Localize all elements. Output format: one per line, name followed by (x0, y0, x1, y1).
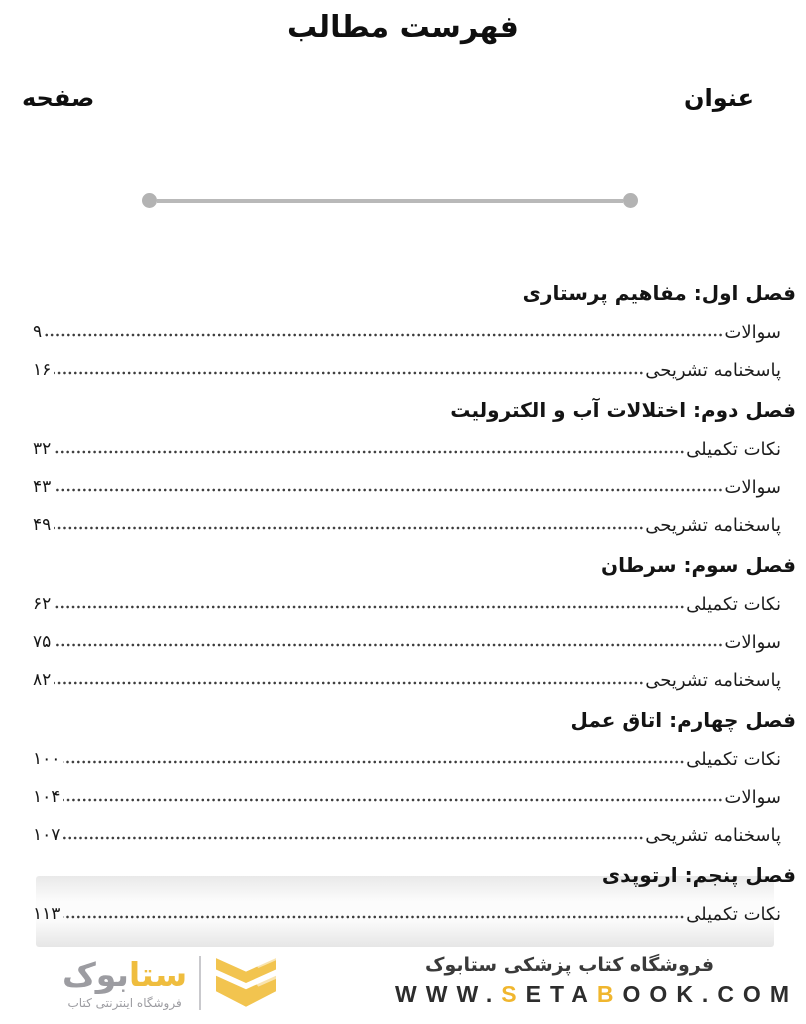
entry-label: نکات تکمیلی (686, 438, 781, 460)
section-divider (142, 193, 638, 208)
logo-wordmark (62, 954, 188, 994)
dotted-leader (54, 632, 723, 652)
entry-label: نکات تکمیلی (686, 748, 781, 770)
toc-entry-row (33, 468, 796, 506)
entry-page-number: ۱۱۳ (33, 904, 61, 924)
toc-entry-row (33, 778, 796, 816)
dotted-leader (54, 515, 644, 535)
entry-page-number: ۱۰۴ (33, 787, 61, 807)
toc-chapter-row (33, 699, 796, 740)
divider-line (157, 199, 623, 203)
divider-dot-right (142, 193, 157, 208)
toc-entry-row (33, 351, 796, 389)
toc-entry-row (33, 740, 796, 778)
toc-entry-row (33, 506, 796, 544)
toc-entry-row (33, 895, 796, 933)
entry-label: نکات تکمیلی (686, 903, 781, 925)
setabook-double-chevron-icon (211, 953, 281, 1013)
entry-page-number: ۱۶ (33, 360, 52, 380)
url-segment-gold: B (596, 981, 623, 1007)
site-url (395, 981, 798, 1008)
dotted-leader (63, 904, 685, 924)
dotted-leader (63, 749, 685, 769)
entry-label: پاسخنامه تشریحی (645, 824, 781, 846)
dotted-leader (54, 594, 685, 614)
toc-entry-row (33, 430, 796, 468)
dotted-leader (54, 670, 644, 690)
entry-page-number: ۱۰۷ (33, 825, 61, 845)
logo-tagline: فروشگاه اینترنتی کتاب (67, 995, 182, 1010)
chapter-title: فصل پنجم: ارتوپدی (601, 862, 796, 887)
chapter-title: فصل سوم: سرطان (601, 552, 796, 577)
toc-entry-row (33, 623, 796, 661)
toc-chapter-row (33, 272, 796, 313)
entry-page-number: ۶۲ (33, 594, 52, 614)
entry-page-number: ۳۲ (33, 439, 52, 459)
dotted-leader (54, 439, 685, 459)
footer (0, 948, 806, 1024)
dotted-leader (45, 322, 723, 342)
dotted-leader (63, 825, 644, 845)
entry-label: پاسخنامه تشریحی (645, 669, 781, 691)
entry-page-number: ۴۹ (33, 515, 52, 535)
page-title: فهرست مطالب (287, 10, 519, 45)
entry-label: سوالات (724, 631, 781, 653)
logo-text-block (62, 954, 188, 1010)
toc-entry-row (33, 313, 796, 351)
toc-entry-row (33, 816, 796, 854)
store-name: فروشگاه کتاب پزشکی ستابوک (425, 954, 715, 976)
url-segment: OOK.COM (622, 981, 798, 1007)
logo-divider-line (199, 956, 201, 1010)
dotted-leader (54, 477, 723, 497)
entry-page-number: ۸۲ (33, 670, 52, 690)
dotted-leader (54, 360, 644, 380)
entry-page-number: ۷۵ (33, 632, 52, 652)
column-header-row (22, 84, 754, 112)
entry-label: پاسخنامه تشریحی (645, 359, 781, 381)
wordmark-gold-part: ستا (128, 954, 188, 994)
entry-label: نکات تکمیلی (686, 593, 781, 615)
setabook-logo (62, 953, 281, 1013)
url-segment: WWW. (395, 981, 502, 1007)
chapter-title: فصل اول: مفاهیم پرستاری (522, 280, 796, 305)
toc-chapter-row (33, 389, 796, 430)
toc-chapter-row (33, 854, 796, 895)
chapter-title: فصل چهارم: اتاق عمل (570, 707, 796, 732)
toc-chapter-row (33, 544, 796, 585)
footer-store-block (395, 954, 798, 1008)
entry-page-number: ۹ (33, 322, 43, 342)
url-segment: ETA (525, 981, 597, 1007)
toc-list (33, 272, 796, 933)
wordmark-gray-part: بوک (62, 954, 129, 994)
dotted-leader (63, 787, 723, 807)
toc-entry-row (33, 661, 796, 699)
url-segment-gold: S (501, 981, 526, 1007)
column-header-title: عنوان (684, 84, 754, 112)
column-header-page: صفحه (22, 84, 95, 112)
entry-label: پاسخنامه تشریحی (645, 514, 781, 536)
entry-label: سوالات (724, 786, 781, 808)
entry-label: سوالات (724, 321, 781, 343)
divider-dot-left (623, 193, 638, 208)
entry-page-number: ۴۳ (33, 477, 52, 497)
toc-entry-row (33, 585, 796, 623)
chapter-title: فصل دوم: اختلالات آب و الکترولیت (450, 397, 796, 422)
entry-label: سوالات (724, 476, 781, 498)
entry-page-number: ۱۰۰ (33, 749, 61, 769)
